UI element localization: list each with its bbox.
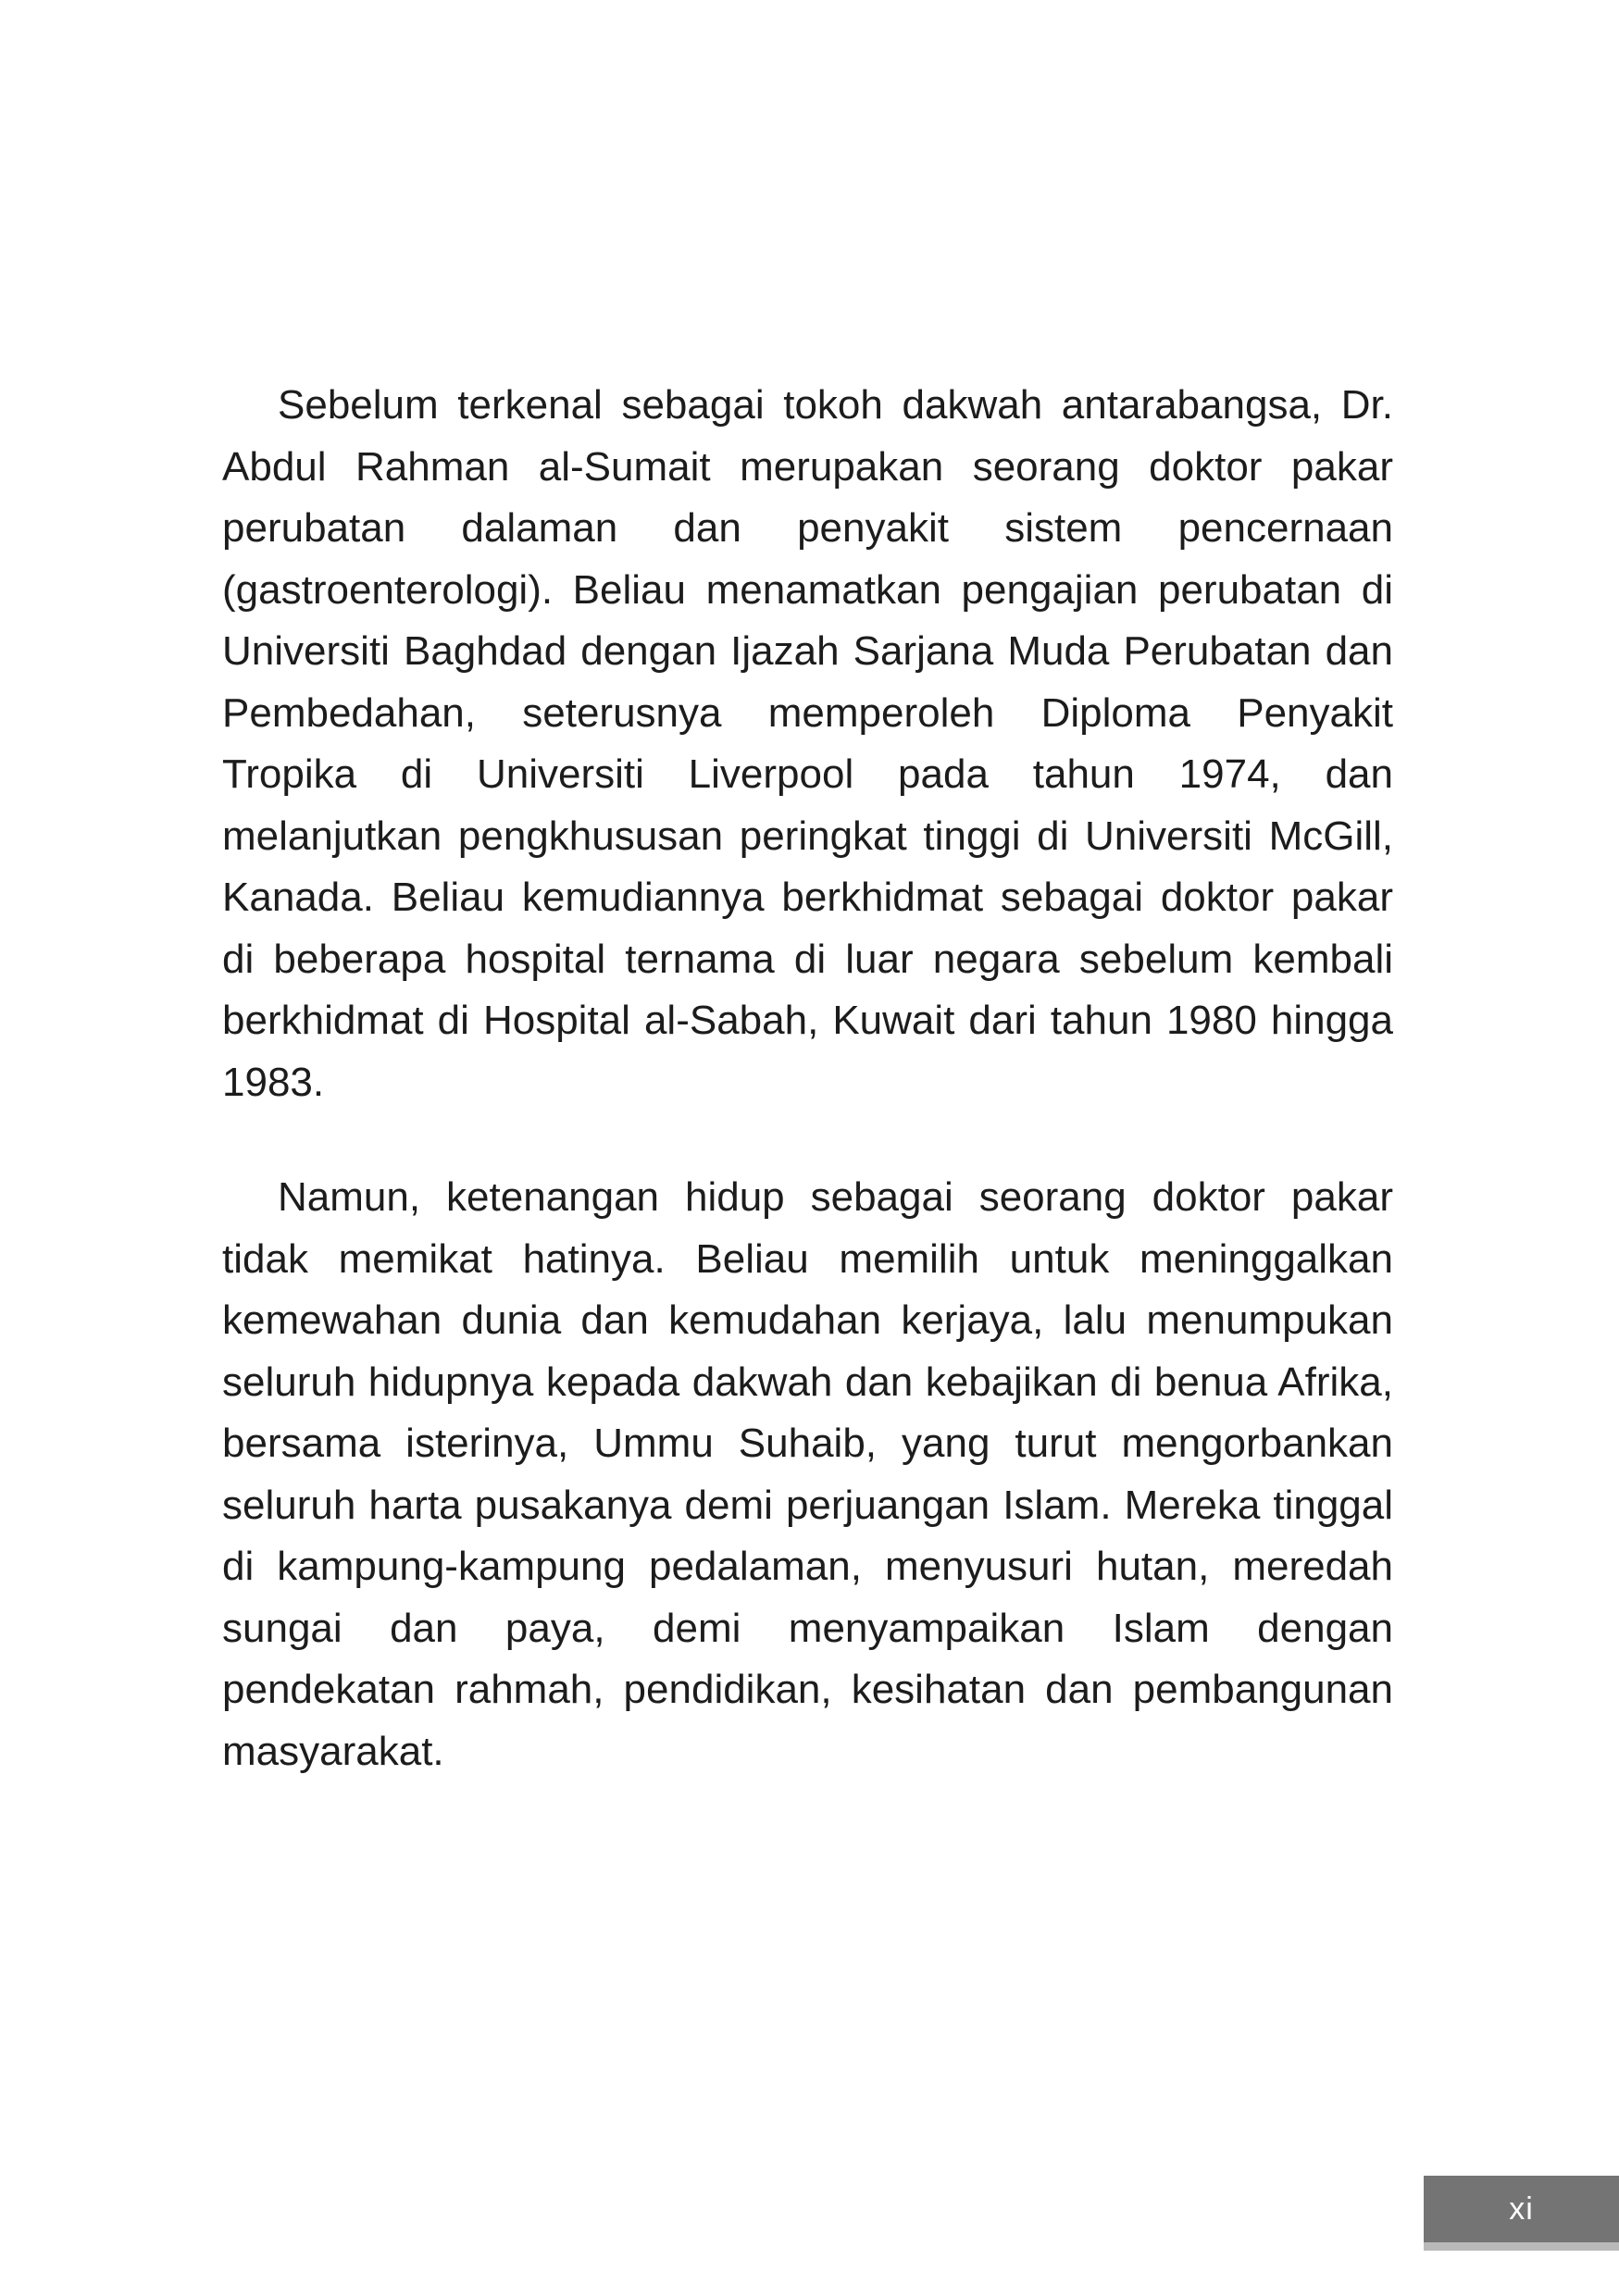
paragraph-career: Sebelum terkenal sebagai tokoh dakwah antarabangsa, Dr. Abdul Rahman al-Sumait merupakan seorang doktor pakar perubatan dalaman dan penyakit sistem pencernaan (gastroenterologi). Beliau menamatkan pengajian perubatan di Universiti Baghdad dengan Ijazah Sarjana Muda Perubatan dan Pembedahan, seterusnya memperoleh Diploma Penyakit Tropika di Universiti Liverpool pada tahun 1974, dan melanjutkan pengkhususan peringkat tinggi di Universiti McGill, Kanada. Beliau kemudiannya berkhidmat sebagai doktor pakar di beberapa hospital ternama di luar negara sebelum kembali berkhidmat di Hospital al-Sabah, Kuwait dari tahun 1980 hingga 1983. bbox=[222, 382, 1393, 1105]
paragraph-africa-dakwah: Namun, ketenangan hidup sebagai seorang doktor pakar tidak memikat hatinya. Beliau memilih untuk meninggalkan kemewahan dunia dan kemudahan kerjaya, lalu menumpukan seluruh hidupnya kepada dakwah dan kebajikan di benua Afrika, bersama isterinya, Ummu Suhaib, yang turut mengorbankan seluruh harta pusakanya demi perjuangan Islam. Mereka tinggal di kampung-kampung pedalaman, menyusuri hutan, meredah sungai dan paya, demi menyampaikan Islam dengan pendekatan rahmah, pendidikan, kesihatan dan pembangunan masyarakat. bbox=[222, 1174, 1393, 1774]
page-number: xi bbox=[1509, 2191, 1534, 2227]
page-number-tab-shadow bbox=[1424, 2242, 1619, 2251]
page-number-tab bbox=[1424, 2176, 1619, 2242]
body-text bbox=[222, 375, 1393, 1782]
